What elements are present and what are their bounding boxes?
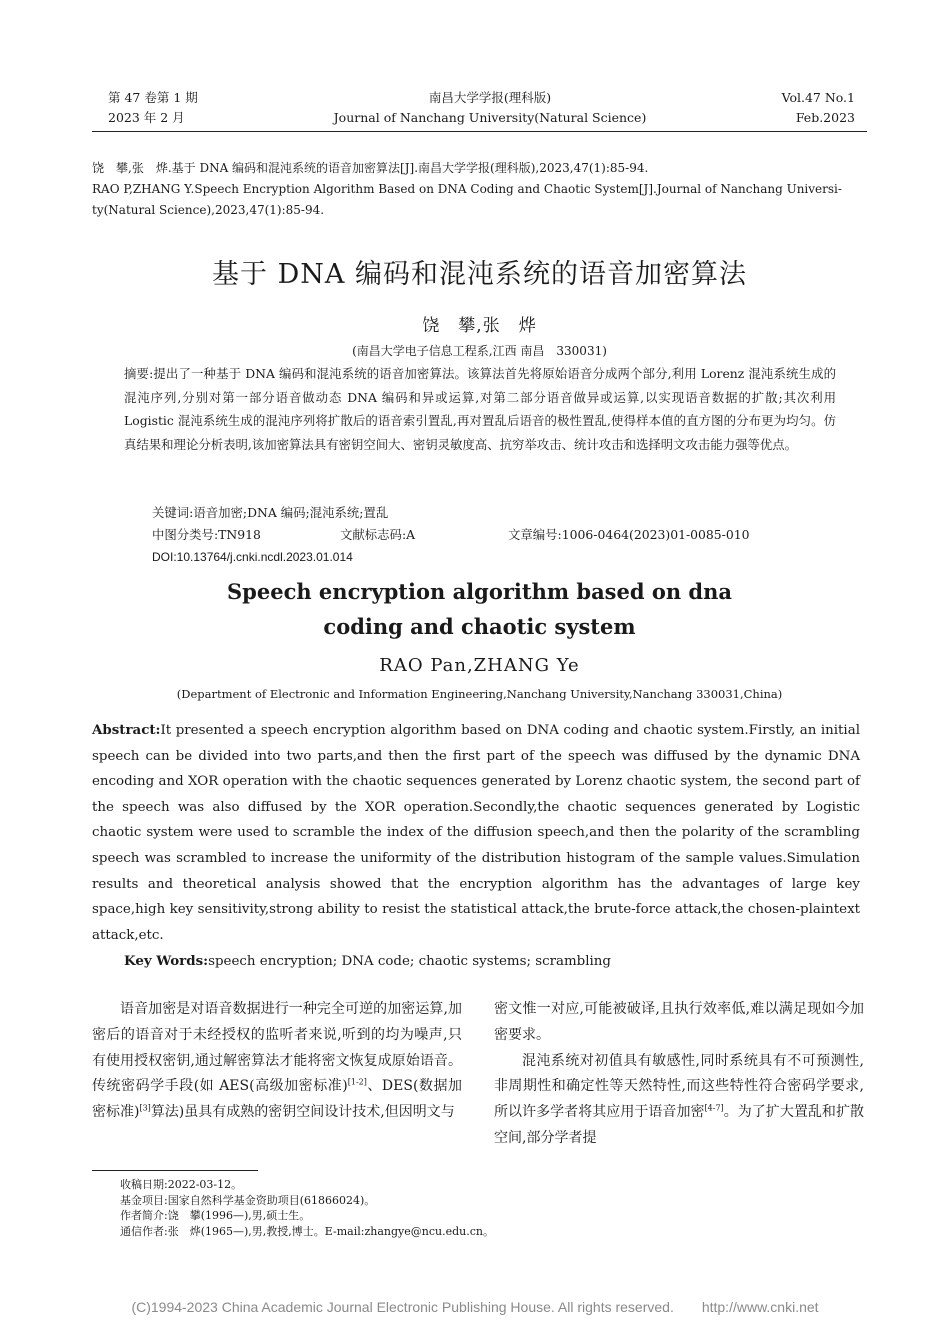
header-vol-en: Vol.47 No.1 <box>781 90 855 105</box>
body-column-right <box>494 997 864 1152</box>
header-volume <box>720 88 855 128</box>
citation-en-line2: ty(Natural Science),2023,47(1):85-94. <box>92 203 325 217</box>
header-date-en: Feb.2023 <box>795 110 855 125</box>
header-volume-issue: 第 47 卷第 1 期 <box>108 90 198 105</box>
title-en <box>92 574 867 644</box>
authors-en: RAO Pan,ZHANG Ye <box>379 655 580 676</box>
footnote-received: 收稿日期:2022-03-12。 <box>120 1178 243 1191</box>
article-number: 文章编号:1006-0464(2023)01-0085-010 <box>508 527 750 542</box>
body-paragraph: 密文惟一对应,可能被破译,且执行效率低,难以满足现如今加密要求。 <box>494 1001 864 1043</box>
footnote-divider <box>92 1170 258 1171</box>
keywords-cn: 关键词:语音加密;DNA 编码;混沌系统;置乱 <box>152 505 389 520</box>
body-text: 、DES(数据加密标准) <box>92 1078 462 1121</box>
keywords-en <box>124 948 611 975</box>
abstract-en-label: Abstract: <box>92 722 161 738</box>
header-journal <box>300 88 680 128</box>
citation-ref[interactable]: [1-2] <box>347 1077 367 1087</box>
body-paragraph <box>494 1049 864 1152</box>
body-column-left <box>92 997 462 1126</box>
body-paragraph <box>92 997 462 1126</box>
body-text: 。为了扩大置乱和扩散空间,部分学者提 <box>494 1104 865 1146</box>
citation-block <box>92 158 867 221</box>
title-en-line2: coding and chaotic system <box>323 614 636 639</box>
keywords-en-label: Key Words: <box>124 953 209 969</box>
classification-number: 中图分类号:TN918 <box>152 527 261 542</box>
header-date-cn: 2023 年 2 月 <box>108 110 185 125</box>
affiliation-cn: (南昌大学电子信息工程系,江西 南昌 330031) <box>352 344 607 358</box>
footnote-fund: 基金项目:国家自然科学基金资助项目(61866024)。 <box>120 1193 376 1207</box>
footnotes <box>120 1177 860 1239</box>
document-code: 文献标志码:A <box>340 527 416 542</box>
authors-cn: 饶 攀,张 烨 <box>422 316 537 336</box>
abstract-en <box>92 718 860 948</box>
footnote-corresponding: 通信作者:张 烨(1965—),男,教授,博士。E-mail:zhangye@ncu.edu.cn。 <box>120 1224 494 1238</box>
citation-ref[interactable]: [3] <box>139 1103 151 1113</box>
citation-ref[interactable]: [4-7] <box>704 1103 724 1113</box>
copyright-footer: (C)1994-2023 China Academic Journal Electronic Publishing House. All rights reserved. http://www.cnki.net <box>131 1299 819 1315</box>
title-en-line1: Speech encryption algorithm based on dna <box>227 579 732 604</box>
header-journal-en: Journal of Nanchang University(Natural Science) <box>333 110 647 125</box>
abstract-cn: 摘要:提出了一种基于 DNA 编码和混沌系统的语音加密算法。该算法首先将原始语音分成两个部分,利用 Lorenz 混沌系统生成的混沌序列,分别对第一部分语音做动态 DNA 编码和异或运算,对第二部分语音做异或运算,以实现语音数据的扩散;其次利用 Logistic 混沌系统生成的混沌序列将扩散后的语音索引置乱,再对置乱后语音的极性置乱,使得样本值的直方图的分布更为均匀。仿真结果和理论分析表明,该加密算法具有密钥空间大、密钥灵敏度高、抗穷举攻击、统计攻击和选择明文攻击能力强等优点。 <box>124 366 836 452</box>
doi[interactable]: DOI:10.13764/j.cnki.ncdl.2023.01.014 <box>152 550 353 564</box>
title-cn: 基于 DNA 编码和混沌系统的语音加密算法 <box>212 259 747 290</box>
header-divider <box>92 131 867 132</box>
citation-en-line1: RAO P,ZHANG Y.Speech Encryption Algorithm Based on DNA Coding and Chaotic System[J].Journal of Nanchang Universi- <box>92 182 842 196</box>
abstract-en-text: It presented a speech encryption algorithm based on DNA coding and chaotic system.Firstly, an initial speech can be divided into two parts,and then the first part of the speech was diffused by the dynamic DNA encoding and XOR operation with the chaotic sequences generated by Lorenz chaotic system, the second part of the speech was also diffused by the XOR operation.Secondly,the chaotic sequences generated by Logistic chaotic system were used to scramble the index of the diffusion speech,and then the polarity of the scrambling speech was scrambled to increase the uniformity of the distribution histogram of the sample values.Simulation results and theoretical analysis showed that the encryption algorithm has the advantages of large key space,high key sensitivity,strong ability to resist the statistical attack,the brute-force attack,the chosen-plaintext attack,etc. <box>92 723 860 943</box>
body-text: 语音加密是对语音数据进行一种完全可逆的加密运算,加密后的语音对于未经授权的监听者来说,听到的均为噪声,只有使用授权密钥,通过解密算法才能将密文恢复成原始语音。传统密码学手段(如 AES(高级加密标准) <box>92 1001 462 1095</box>
body-text: 算法)虽具有成熟的密钥空间设计技术,但因明文与 <box>150 1104 455 1121</box>
body-text: 混沌系统对初值具有敏感性,同时系统具有不可预测性,非周期性和确定性等天然特性,而这些特性符合密码学要求,所以许多学者将其应用于语音加密 <box>494 1052 864 1121</box>
keywords-en-text: speech encryption; DNA code; chaotic systems; scrambling <box>208 954 612 969</box>
header-issue <box>108 88 228 128</box>
affiliation-en: (Department of Electronic and Information Engineering,Nanchang University,Nanchang 330031,China) <box>176 687 783 701</box>
citation-cn: 饶 攀,张 烨.基于 DNA 编码和混沌系统的语音加密算法[J].南昌大学学报(理科版),2023,47(1):85-94. <box>92 161 649 175</box>
footnote-author-bio: 作者简介:饶 攀(1996—),男,硕士生。 <box>120 1209 311 1222</box>
header-journal-cn: 南昌大学学报(理科版) <box>428 90 552 105</box>
